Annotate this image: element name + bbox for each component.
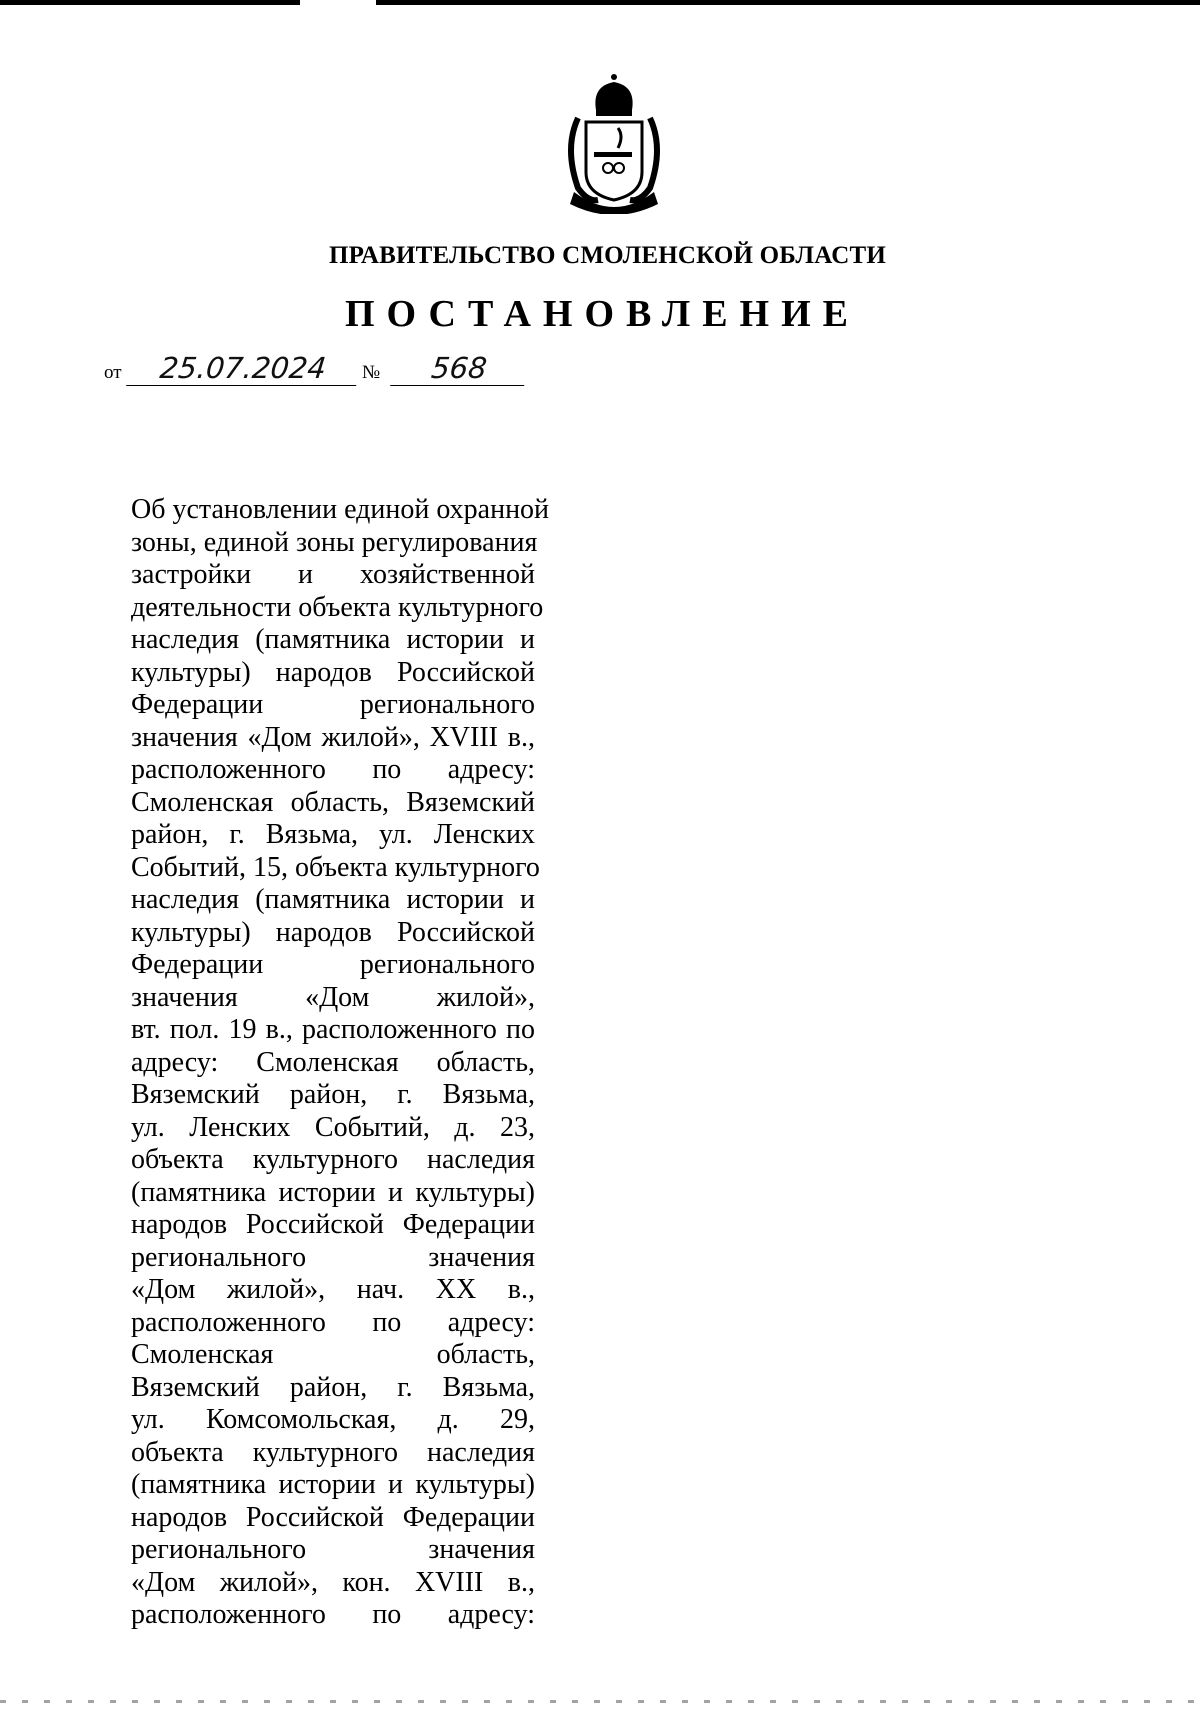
coat-of-arms-icon xyxy=(556,72,672,214)
title-line: расположенного по адресу: xyxy=(131,754,535,785)
title-line: регионального значения xyxy=(131,1241,535,1273)
title-line: народов Российской Федерации xyxy=(131,1209,535,1240)
title-line: Об установлении единой охранной xyxy=(131,494,550,525)
organization-name: ПРАВИТЕЛЬСТВО СМОЛЕНСКОЙ ОБЛАСТИ xyxy=(328,242,886,269)
title-line: Смоленская область, Вяземский xyxy=(131,786,535,818)
document-type-heading: ПОСТАНОВЛЕНИЕ xyxy=(344,293,861,335)
title-line: вт. пол. 19 в., расположенного по xyxy=(131,1014,535,1045)
title-line: (памятника истории и культуры) xyxy=(131,1176,535,1208)
title-line: Вяземский район, г. Вязьма, xyxy=(131,1079,535,1110)
title-line: культуры) народов Российской xyxy=(131,916,535,948)
title-line: наследия (памятника истории и xyxy=(131,884,535,915)
title-line: расположенного по адресу: xyxy=(131,1599,535,1630)
title-line: «Дом жилой», кон. XVIII в., xyxy=(131,1566,535,1598)
title-line: Смоленская область, xyxy=(131,1339,535,1370)
title-line: расположенного по адресу: xyxy=(131,1306,535,1338)
title-line: Федерации регионального xyxy=(131,689,535,720)
title-line: регионального значения xyxy=(131,1534,535,1565)
title-line: значения «Дом жилой», xyxy=(131,981,535,1013)
scan-edge-mark xyxy=(0,1700,1200,1703)
title-line: значения «Дом жилой», XVIII в., xyxy=(131,721,535,753)
scan-edge-mark xyxy=(0,0,300,5)
title-line: наследия (памятника истории и xyxy=(131,624,535,655)
title-line: объекта культурного наследия xyxy=(131,1436,535,1468)
title-line: объекта культурного наследия xyxy=(131,1144,535,1175)
title-line: район, г. Вязьма, ул. Ленских xyxy=(131,819,535,850)
title-line: (памятника истории и культуры) xyxy=(131,1469,535,1500)
title-line: народов Российской Федерации xyxy=(131,1501,535,1533)
title-line: ул. Комсомольская, д. 29, xyxy=(131,1404,535,1435)
title-line: застройки и хозяйственной xyxy=(131,559,535,590)
number-label: № xyxy=(362,362,381,383)
document-date: 25.07.2024 xyxy=(126,351,360,386)
document-number: 568 xyxy=(390,351,528,386)
document-title-block xyxy=(131,494,550,1632)
title-line: Событий, 15, объекта культурного xyxy=(131,851,540,883)
title-line: Вяземский район, г. Вязьма, xyxy=(131,1371,535,1403)
scan-edge-mark xyxy=(376,0,1200,5)
title-line: адресу: Смоленская область, xyxy=(131,1046,535,1078)
title-line: зоны, единой зоны регулирования xyxy=(131,526,538,558)
date-number-line xyxy=(104,352,534,388)
title-line: ул. Ленских Событий, д. 23, xyxy=(131,1111,535,1143)
title-line: культуры) народов Российской xyxy=(131,656,535,688)
title-line: «Дом жилой», нач. XX в., xyxy=(131,1274,535,1305)
title-line: Федерации регионального xyxy=(131,949,535,980)
title-line: деятельности объекта культурного xyxy=(131,591,544,623)
from-label: от xyxy=(104,362,122,383)
